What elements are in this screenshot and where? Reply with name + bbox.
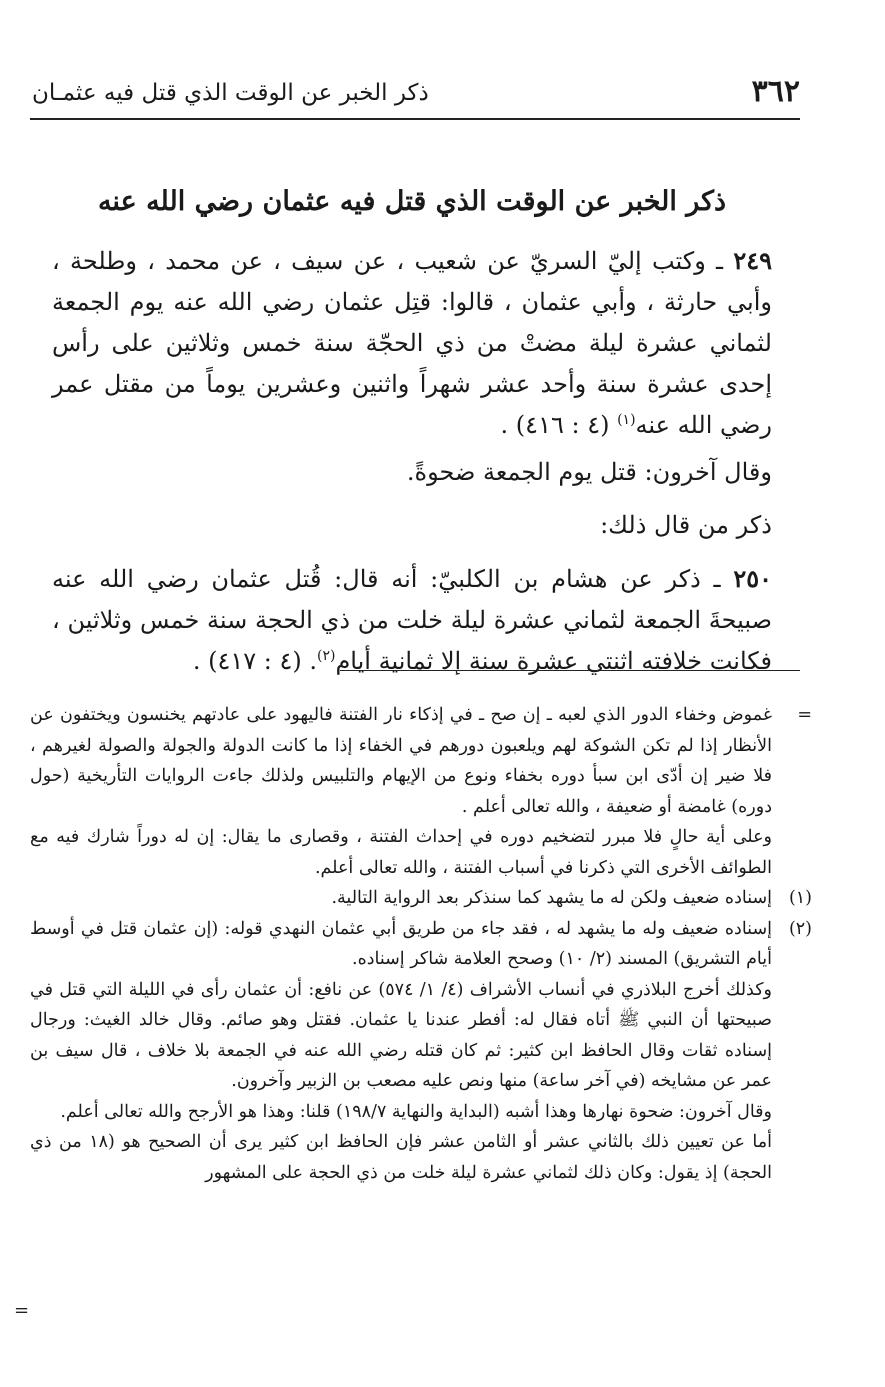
footnotes — [30, 700, 812, 1188]
narration-number: ٢٥٠ — [733, 564, 772, 593]
footnote-2 — [30, 914, 812, 975]
chapter-title: ذكر الخبر عن الوقت الذي قتل فيه عثمان رضي الله عنه — [97, 186, 727, 217]
footnote-2-paragraph: وكذلك أخرج البلاذري في أنساب الأشراف (٤/ ١/ ٥٧٤) عن نافع: أن عثمان رأى في الليلة التي قتل في صبيحتها أن النبي ﷺ أتاه فقال له: أفطر عندنا يا عثمان. فقتل وهو صائم. وقال خالد الغيث: ورجال إسناده ثقات وقال الحافظ ابن كثير: ثم كان قتله رضي الله عنه في الجمعة بلا خلاف ، قال سيف بن عمر عن مشايخه (في آخر ساعة) منها ونص عليه مصعب بن الزبير وآخرون. — [30, 979, 772, 1091]
volume-page-ref: (٤ : ٤١٦) . — [500, 411, 618, 439]
page-number: ٣٦٢ — [751, 74, 800, 109]
footnote-number: (٢) — [788, 918, 812, 939]
footnote-separator — [340, 670, 800, 671]
footnote-text: غموض وخفاء الدور الذي لعبه ـ إن صح ـ في إذكاء نار الفتنة فاليهود على عادتهم يخنسون ويختفون عن الأنظار إذا لم تكن الشوكة لهم ويلعبون دورهم في الخفاء إذا ما كانت الدولة والجولة والصولة لغيرهم ، فلا ضير إن أدّى ابن سبأ دوره بخفاء ونوع من الإيهام والتلبيس ولذلك جاءت الروايات التأريخية (حول دوره) غامضة أو ضعيفة ، والله تعالى أعلم . — [30, 705, 772, 817]
narration-text: ـ ذكر عن هشام بن الكلبيّ: أنه قال: قُتل عثمان رضي الله عنه صبيحةَ الجمعة لثماني عشرة ليلة خلت من ذي الحجة سنة خمس وثلاثين ، فكانت خلافته اثنتي عشرة سنة إلا ثمانية أيام — [52, 565, 772, 675]
paragraph-who-said: ذكر من قال ذلك: — [600, 511, 772, 539]
volume-page-ref: . (٤ : ٤١٧) . — [192, 647, 317, 675]
paragraph-others-said: وقال آخرون: قتل يوم الجمعة ضحوةً. — [406, 458, 772, 486]
narration-number: ٢٤٩ — [733, 246, 772, 275]
main-text — [52, 180, 772, 688]
narration-text: ـ وكتب إليّ السريّ عن شعيب ، عن سيف ، عن محمد ، وطلحة ، وأبي حارثة ، وأبي عثمان ، قالوا: قتِل عثمان رضي الله عنه يوم الجمعة لثماني عشرة ليلة مضتْ من ذي الحجّة سنة خمس وثلاثين على رأس إحدى عشرة سنة وأحد عشر شهراً واثنين وعشرين يوماً من مقتل عمر رضي الله عنه — [52, 247, 772, 439]
footnote-number: (١) — [788, 888, 812, 908]
running-title: ذكر الخبر عن الوقت الذي قتل فيه عثمـان — [32, 80, 429, 106]
footnote-marker: (٢) — [316, 648, 336, 664]
narration-250 — [52, 558, 772, 682]
continuation-mark-end: = — [14, 1300, 30, 1321]
footnote-text: إسناده ضعيف ولكن له ما يشهد كما سنذكر بعد الرواية التالية. — [331, 888, 772, 908]
footnote-2-paragraph: أما عن تعيين ذلك بالثاني عشر أو الثامن عشر فإن الحافظ ابن كثير يرى أن الصحيح هو (١٨ من ذي الحجة) إذ يقول: وكان ذلك لثماني عشرة ليلة خلت من ذي الحجة على المشهور — [30, 1132, 773, 1183]
footnote-continuation — [30, 700, 812, 822]
running-header — [30, 70, 800, 114]
footnote-text: إسناده ضعيف وله ما يشهد له ، فقد جاء من طريق أبي عثمان النهدي قوله: (إن عثمان قتل في أوسط أيام التشريق) المسند (٢/ ١٠) وصحح العلامة شاكر إسناده. — [30, 918, 772, 969]
footnote-text: وعلى أية حالٍ فلا مبرر لتضخيم دوره في إحداث الفتنة ، وقصارى ما يقال: إن له دوراً شارك فيه مع الطوائف الأخرى التي ذكرنا في أسباب الفتنة ، والله تعالى أعلم. — [30, 827, 772, 878]
footnote-2-paragraph: وقال آخرون: ضحوة نهارها وهذا أشبه (البداية والنهاية ١٩٨/٧) قلنا: وهذا هو الأرجح والله تعالى أعلم. — [60, 1101, 772, 1122]
footnote-marker: (١) — [617, 412, 636, 428]
header-rule — [30, 118, 800, 120]
footnote-continuation — [30, 822, 812, 883]
footnote-1 — [30, 883, 812, 914]
narration-249 — [52, 240, 772, 446]
continuation-mark: = — [797, 705, 812, 725]
